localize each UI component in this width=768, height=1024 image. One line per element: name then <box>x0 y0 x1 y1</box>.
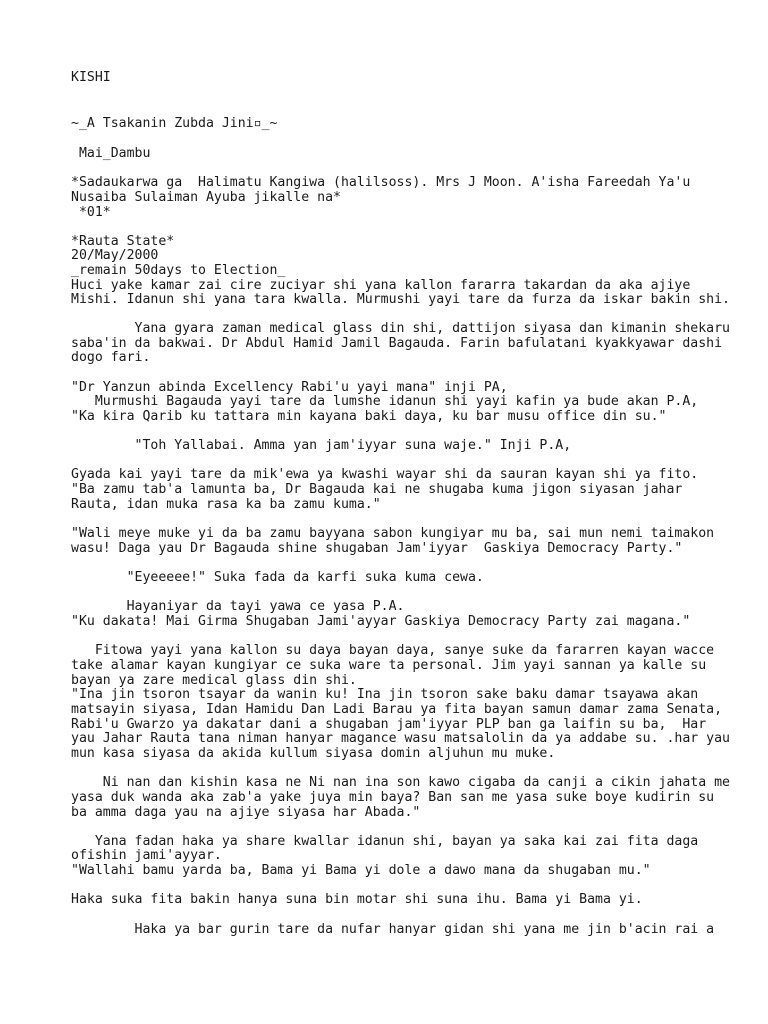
text-line: "Ka kira Qarib ku tattara min kayana baki daya, ku bar musu office din su." <box>71 409 667 424</box>
text-line: matsayin siyasa, Idan Hamidu Dan Ladi Barau ya fita bayan samun damar zama Senata, <box>71 702 723 717</box>
text-line: Yana fadan haka ya share kwallar idanun shi, bayan ya saka kai zai fita daga <box>71 834 699 849</box>
text-line: "Eyeeeee!" Suka fada da karfi suka kuma cewa. <box>71 570 484 585</box>
text-line: "Dr Yanzun abinda Excellency Rabi'u yayi mana" inji PA, <box>71 380 508 395</box>
text-line: ba amma daga yau na ajiye siyasa har Abada." <box>71 805 421 820</box>
text-line: Yana gyara zaman medical glass din shi, dattijon siyasa dan kimanin shekaru <box>71 321 730 336</box>
text-line: "Wallahi bamu yarda ba, Bama yi Bama yi dole a dawo mana da shugaban mu." <box>71 863 651 878</box>
text-line: ofishin jami'ayyar. <box>71 848 222 863</box>
text-line: Murmushi Bagauda yayi tare da lumshe idanun shi yayi kafin ya bude akan P.A, <box>71 394 699 409</box>
text-line: yau Jahar Rauta tana niman hanyar magance wasu matsalolin da ya addabe su. .har yau <box>71 731 730 746</box>
dedication-line: *Sadaukarwa ga Halimatu Kangiwa (halilsoss). Mrs J Moon. A'isha Fareedah Ya'u <box>71 175 691 190</box>
dedication-line: Nusaiba Sulaiman Ayuba jikalle na* <box>71 190 341 205</box>
text-line: _remain 50days to Election_ <box>71 263 286 278</box>
text-line: Huci yake kamar zai cire zuciyar shi yana kallon fararra takardan da aka ajiye <box>71 278 691 293</box>
text-line: mun kasa siyasa da akida kullum siyasa domin aljuhun mu muke. <box>71 746 556 761</box>
chapter-number: *01* <box>71 205 111 220</box>
text-line: yasa duk wanda aka zab'a yake juya min baya? Ban san me yasa suke boye kudirin su <box>71 790 715 805</box>
text-line: saba'in da bakwai. Dr Abdul Hamid Jamil Bagauda. Farin bafulatani kyakkyawar dashi <box>71 336 723 351</box>
text-line: Rauta, idan muka rasa ka ba zamu kuma." <box>71 497 381 512</box>
text-line: "Toh Yallabai. Amma yan jam'iyyar suna waje." Inji P.A, <box>71 438 572 453</box>
text-line: *Rauta State* <box>71 234 175 249</box>
text-line: Ni nan dan kishin kasa ne Ni nan ina son kawo cigaba da canji a cikin jahata me <box>71 775 730 790</box>
doc-title: KISHI <box>71 70 111 85</box>
text-line: "Ku dakata! Mai Girma Shugaban Jami'ayyar Gaskiya Democracy Party zai magana." <box>71 614 691 629</box>
text-line: take alamar kayan kungiyar ce suka ware ta personal. Jim yayi sannan ya kalle su <box>71 658 707 673</box>
text-line: Mishi. Idanun shi yana tara kwalla. Murmushi yayi tare da furza da iskar bakin shi. <box>71 292 730 307</box>
text-line: Rabi'u Gwarzo ya dakatar dani a shugaban jam'iyyar PLP ban ga laifin su ba, Har <box>71 717 707 732</box>
text-line: dogo fari. <box>71 350 151 365</box>
text-line: Haka suka fita bakin hanya suna bin motar shi suna ihu. Bama yi Bama yi. <box>71 892 643 907</box>
text-line: wasu! Daga yau Dr Bagauda shine shugaban Jam'iyyar Gaskiya Democracy Party." <box>71 541 683 556</box>
text-line: Hayaniyar da tayi yawa ce yasa P.A. <box>71 599 405 614</box>
text-line: "Wali meye muke yi da ba zamu bayyana sabon kungiyar mu ba, sai mun nemi taimakon <box>71 526 715 541</box>
text-line: 20/May/2000 <box>71 248 159 263</box>
text-line: Fitowa yayi yana kallon su daya bayan daya, sanye suke da fararren kayan wacce <box>71 643 715 658</box>
text-line: "Ba zamu tab'a lamunta ba, Dr Bagauda kai ne shugaba kuma jigon siyasan jahar <box>71 482 683 497</box>
text-line: bayan ya zare medical glass din shi. <box>71 673 357 688</box>
text-line: "Ina jin tsoron tsayar da wanin ku! Ina jin tsoron sake baku damar tsayawa akan <box>71 687 699 702</box>
text-line: Gyada kai yayi tare da mik'ewa ya kwashi wayar shi da sauran kayan shi ya fito. <box>71 467 699 482</box>
text-line: Haka ya bar gurin tare da nufar hanyar gidan shi yana me jin b'acin rai a <box>71 922 715 937</box>
doc-subtitle: ~_A Tsakanin Zubda Jini▫_~ <box>71 116 278 131</box>
author-line: Mai_Dambu <box>71 146 151 161</box>
